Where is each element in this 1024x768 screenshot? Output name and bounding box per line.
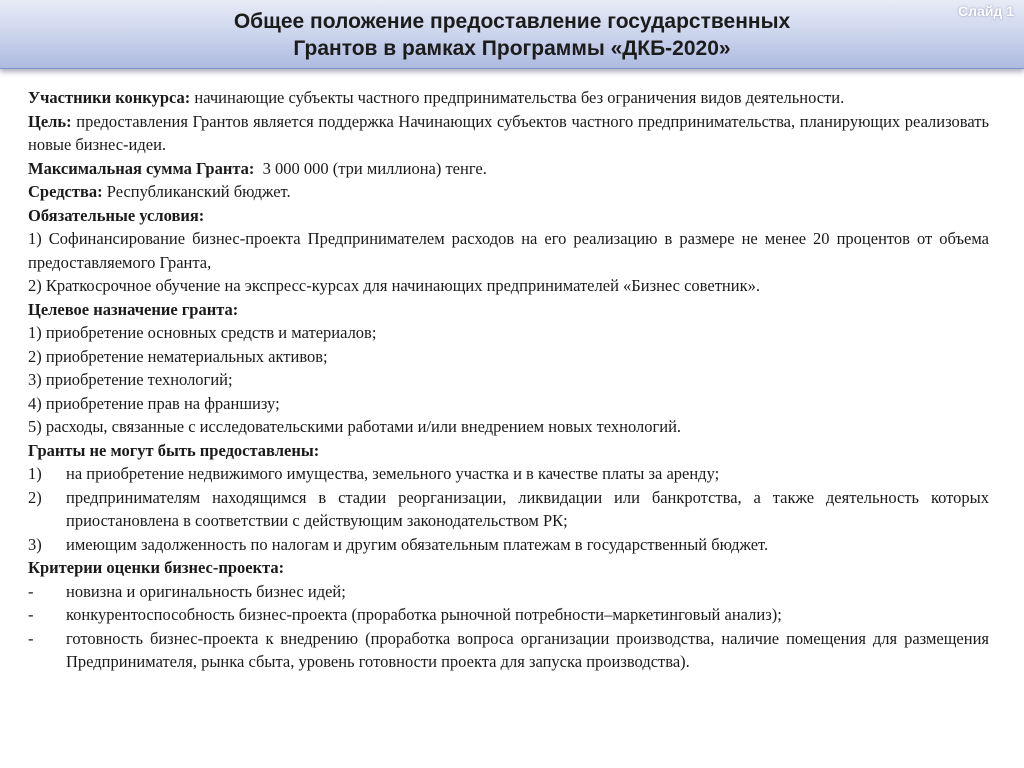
list-item-text: имеющим задолженность по налогам и другим обязательным платежам в государственный бюджет. xyxy=(66,534,769,554)
purpose-item-2: 2) приобретение нематериальных активов; xyxy=(28,346,328,366)
list-item-text: готовность бизнес-проекта к внедрению (проработка вопроса организации производства, наличие помещения для размещения Предпринимателя, рынка сбыта, уровень готовности проекта для запуска производства). xyxy=(66,628,989,671)
funds-label: Средства: xyxy=(28,182,103,201)
conditions-heading: Обязательные условия: xyxy=(28,205,205,225)
max-sum-paragraph xyxy=(28,157,989,181)
purpose-item-5: 5) расходы, связанные с исследовательскими работами и/или внедрением новых технологий. xyxy=(28,417,682,436)
list-marker: - xyxy=(28,628,34,648)
list-marker: 1) xyxy=(28,464,42,483)
criteria-item-2 xyxy=(28,603,989,627)
list-item-text: на приобретение недвижимого имущества, земельного участка и в качестве платы за аренду; xyxy=(66,464,720,483)
not-provided-item-1 xyxy=(28,462,989,486)
purpose-item-3: 3) приобретение технологий; xyxy=(28,370,233,389)
not-provided-heading: Гранты не могут быть предоставлены: xyxy=(28,440,320,460)
goal-paragraph xyxy=(28,110,989,157)
not-provided-item-3 xyxy=(28,533,989,557)
max-sum-label: Максимальная сумма Гранта: xyxy=(28,158,255,178)
criteria-item-1 xyxy=(28,580,989,604)
list-marker: 3) xyxy=(28,534,42,554)
list-item-text: конкурентоспособность бизнес-проекта (проработка рыночной потребности–маркетинговый анализ); xyxy=(66,605,782,624)
conditions-item-2: 2) Краткосрочное обучение на экспресс-курсах для начинающих предпринимателей «Бизнес советник». xyxy=(28,276,760,295)
goal-text: предоставления Грантов является поддержка Начинающих субъектов частного предпринимательства, планирующих реализовать новые бизнес-идеи. xyxy=(28,111,989,154)
criteria-heading: Критерии оценки бизнес-проекта: xyxy=(28,558,285,577)
slide-title-line-1: Общее положение предоставление государственных xyxy=(233,10,791,33)
conditions-item-1: 1) Софинансирование бизнес-проекта Предпринимателем расходов на его реализацию в размере не менее 20 процентов от объема предоставляемого Гранта, xyxy=(28,229,989,272)
slide-header xyxy=(0,0,1024,69)
criteria-item-3 xyxy=(28,627,989,674)
funds-paragraph xyxy=(28,180,989,204)
purpose-heading: Целевое назначение гранта: xyxy=(28,299,239,319)
slide-number: Слайд 1 xyxy=(958,3,1014,19)
list-marker: 2) xyxy=(28,487,42,507)
participants-text: начинающие субъекты частного предпринимательства без ограничения видов деятельности. xyxy=(190,88,845,107)
list-item-text: новизна и оригинальность бизнес идей; xyxy=(66,581,346,601)
participants-paragraph xyxy=(28,86,989,110)
goal-label: Цель: xyxy=(28,111,72,131)
not-provided-item-2 xyxy=(28,486,989,533)
slide-title xyxy=(110,8,914,62)
list-marker: - xyxy=(28,605,34,624)
purpose-item-1: 1) приобретение основных средств и материалов; xyxy=(28,323,377,342)
slide-title-line-2: Грантов в рамках Программы «ДКБ-2020» xyxy=(293,37,731,60)
list-item-text: предпринимателям находящимся в стадии реорганизации, ликвидации или банкротства, а также деятельность которых приостановлена в соответствии с действующим законодательством РК; xyxy=(66,487,989,530)
max-sum-text: 3 000 000 (три миллиона) тенге. xyxy=(254,158,487,178)
purpose-item-4: 4) приобретение прав на франшизу; xyxy=(28,393,280,413)
list-marker: - xyxy=(28,581,34,601)
participants-label: Участники конкурса: xyxy=(28,88,191,107)
slide-body xyxy=(28,86,989,674)
funds-text: Республиканский бюджет. xyxy=(102,182,291,201)
